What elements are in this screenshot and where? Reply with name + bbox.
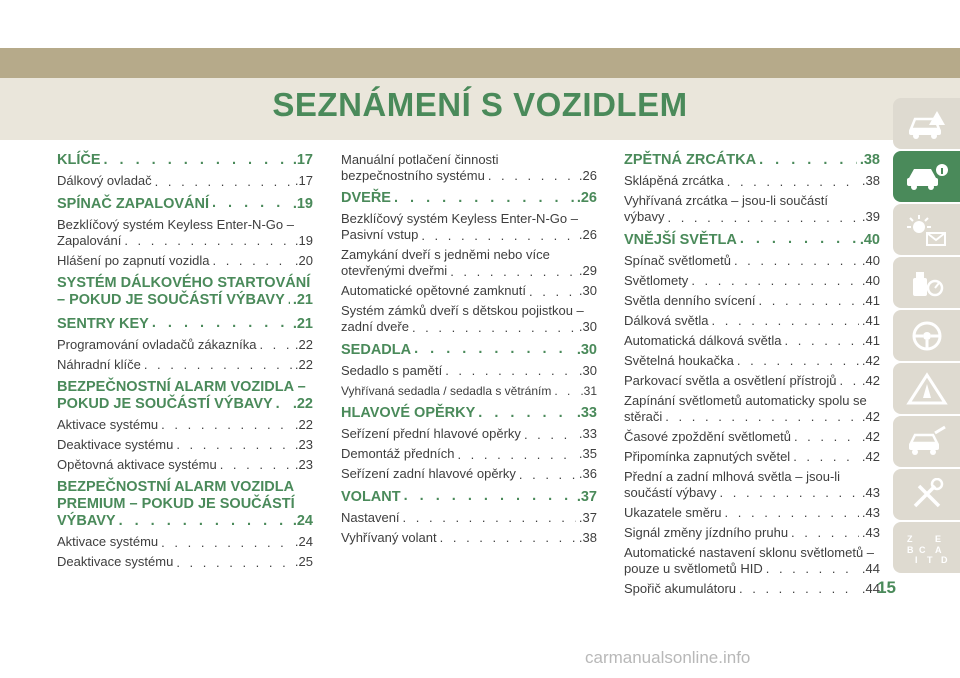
toc-entry-line[interactable]: Zapínání světlometů automaticky spolu se [624,392,867,408]
toc-entry[interactable]: Automatické opětovné zamknutí . . . .30 [341,283,597,299]
toc-column-3 [624,152,880,597]
toc-entry[interactable]: pouze u světlometů HID . . . .44 [624,561,880,577]
tab-alphabet-index[interactable] [893,522,960,573]
toc-entry[interactable]: Vyhřívaný volant . . . .38 [341,530,597,546]
steering-wheel-icon [905,319,949,353]
toc-entry[interactable]: Signál změny jízdního pruhu . . . .43 [624,525,880,541]
toc-entry[interactable]: Deaktivace systému . . . .23 [57,437,313,453]
toc-entry[interactable]: Sedadlo s pamětí . . . .30 [341,363,597,379]
toc-entry-line[interactable]: Bezklíčový systém Keyless Enter-N-Go – [341,211,578,227]
toc-entry[interactable]: Sklápěná zrcátka . . . .38 [624,173,880,189]
toc-entry-line[interactable]: Vyhřívaná zrcátka – jsou-li součástí [624,193,828,209]
index-letter: Z [906,533,912,544]
toc-entry[interactable]: Spořič akumulátoru . . . .44 [624,581,880,597]
toc-entry[interactable]: Spínač světlometů . . . .40 [624,253,880,269]
top-color-band [0,48,960,78]
tab-lights-message[interactable] [893,204,960,255]
toc-entry[interactable]: Dálková světla . . . .41 [624,313,880,329]
toc-entry[interactable]: Světlomety . . . .40 [624,273,880,289]
toc-column-2 [341,152,597,546]
tab-steering-wheel[interactable] [893,310,960,361]
index-letter: C [918,544,925,555]
toc-entry[interactable]: Náhradní klíče . . . .22 [57,357,313,373]
toc-entry[interactable]: Aktivace systému . . . .22 [57,417,313,433]
toc-entry[interactable]: Zapalování . . . .19 [57,233,313,249]
tab-car-wrench[interactable] [893,416,960,467]
toc-heading-line[interactable]: PREMIUM – POKUD JE SOUČÁSTÍ [57,495,295,512]
chapter-tabs [893,98,960,575]
toc-heading[interactable]: DVEŘE . . . .26 [341,190,597,207]
toc-entry-line[interactable]: Bezklíčový systém Keyless Enter-N-Go – [57,216,294,232]
tab-car-info[interactable] [893,151,960,202]
toc-entry[interactable]: Pasivní vstup . . . .26 [341,227,597,243]
toc-heading[interactable]: HLAVOVÉ OPĚRKY . . . .33 [341,405,597,422]
toc-column-1 [57,152,313,570]
car-warning-icon [905,107,949,141]
page-number: 15 [877,578,896,597]
alphabet-index-icon [905,531,949,565]
toc-entry[interactable]: Připomínka zapnutých světel . . . .42 [624,449,880,465]
toc-heading[interactable]: VÝBAVY . . . .24 [57,513,313,530]
toc-heading-line[interactable]: BEZPEČNOSTNÍ ALARM VOZIDLA – [57,378,306,395]
toc-entry[interactable]: výbavy . . . .39 [624,209,880,225]
toc-entry[interactable]: Vyhřívaná sedadla / sedadla s větráním . . . .31 [341,383,597,399]
index-letter: I [914,554,918,565]
lights-message-icon [905,213,949,247]
index-letter: T [926,554,932,565]
toc-heading-line[interactable]: BEZPEČNOSTNÍ ALARM VOZIDLA [57,478,295,495]
toc-entry-line[interactable]: Automatické nastavení sklonu světlometů – [624,544,875,560]
toc-entry-line[interactable]: Přední a zadní mlhová světla – jsou-li [624,468,841,484]
toc-entry-line[interactable]: Manuální potlačení činnosti [341,152,499,167]
tools-icon [905,478,949,512]
toc-entry[interactable]: Časové zpoždění světlometů . . . .42 [624,429,880,445]
toc-entry[interactable]: Parkovací světla a osvětlení přístrojů . . . .42 [624,373,880,389]
toc-entry[interactable]: stěrači . . . .42 [624,409,880,425]
toc-heading-line[interactable]: SYSTÉM DÁLKOVÉHO STARTOVÁNÍ [57,274,311,291]
toc-heading[interactable]: VNĚJŠÍ SVĚTLA . . . .40 [624,231,880,248]
toc-entry[interactable]: Demontáž předních . . . .35 [341,446,597,462]
toc-entry[interactable]: Programování ovladačů zákazníka . . . .22 [57,337,313,353]
toc-heading[interactable]: SEDADLA . . . .30 [341,341,597,358]
toc-heading[interactable]: KLÍČE . . . .17 [57,152,313,169]
toc-entry[interactable]: Ukazatele směru . . . .43 [624,505,880,521]
toc-heading[interactable]: ZPĚTNÁ ZRCÁTKA . . . .38 [624,152,880,169]
toc-entry[interactable]: Světla denního svícení . . . .41 [624,293,880,309]
car-wrench-icon [905,425,949,459]
toc-entry[interactable]: bezpečnostního systému . . . .26 [341,168,597,184]
toc-entry[interactable]: zadní dveře . . . .30 [341,319,597,335]
toc-entry[interactable]: Nastavení . . . .37 [341,510,597,526]
toc-heading[interactable]: VOLANT . . . .37 [341,488,597,505]
index-letter: A [934,544,941,555]
toc-entry[interactable]: součástí výbavy . . . .43 [624,485,880,501]
tab-gauges[interactable] [893,257,960,308]
toc-heading[interactable]: POKUD JE SOUČÁSTÍ VÝBAVY . . . .22 [57,396,313,413]
tab-tools[interactable] [893,469,960,520]
tab-car-warning[interactable] [893,98,960,149]
toc-entry[interactable]: Hlášení po zapnutí vozidla . . . .20 [57,253,313,269]
toc-entry[interactable]: Deaktivace systému . . . .25 [57,554,313,570]
gauges-icon [905,266,949,300]
toc-entry[interactable]: Dálkový ovladač . . . .17 [57,173,313,189]
toc-entry[interactable]: Aktivace systému . . . .24 [57,534,313,550]
page-title: SEZNÁMENÍ S VOZIDLEM [272,86,688,123]
toc-heading[interactable]: SPÍNAČ ZAPALOVÁNÍ . . . .19 [57,195,313,212]
toc-heading[interactable]: – POKUD JE SOUČÁSTÍ VÝBAVY . . . .21 [57,292,313,309]
toc-entry[interactable]: Seřízení přední hlavové opěrky . . . .33 [341,426,597,442]
index-letter: D [940,554,947,565]
toc-entry[interactable]: Světelná houkačka . . . .42 [624,353,880,369]
tab-hazard-road[interactable] [893,363,960,414]
toc-entry[interactable]: otevřenými dveřmi . . . .29 [341,263,597,279]
toc-entry[interactable]: Automatická dálková světla . . . .41 [624,333,880,349]
index-letter: B [906,544,913,555]
hazard-road-icon [905,372,949,406]
toc-entry[interactable]: Opětovná aktivace systému . . . .23 [57,457,313,473]
watermark-text: carmanualsonline.info [585,648,751,667]
toc-heading[interactable]: SENTRY KEY . . . .21 [57,315,313,332]
car-info-icon [905,160,949,194]
toc-entry-line[interactable]: Systém zámků dveří s dětskou pojistkou – [341,303,584,319]
toc-entry[interactable]: Seřízení zadní hlavové opěrky . . . .36 [341,466,597,482]
toc-entry-line[interactable]: Zamykání dveří s jedněmi nebo více [341,247,550,263]
index-letter: E [934,533,941,544]
